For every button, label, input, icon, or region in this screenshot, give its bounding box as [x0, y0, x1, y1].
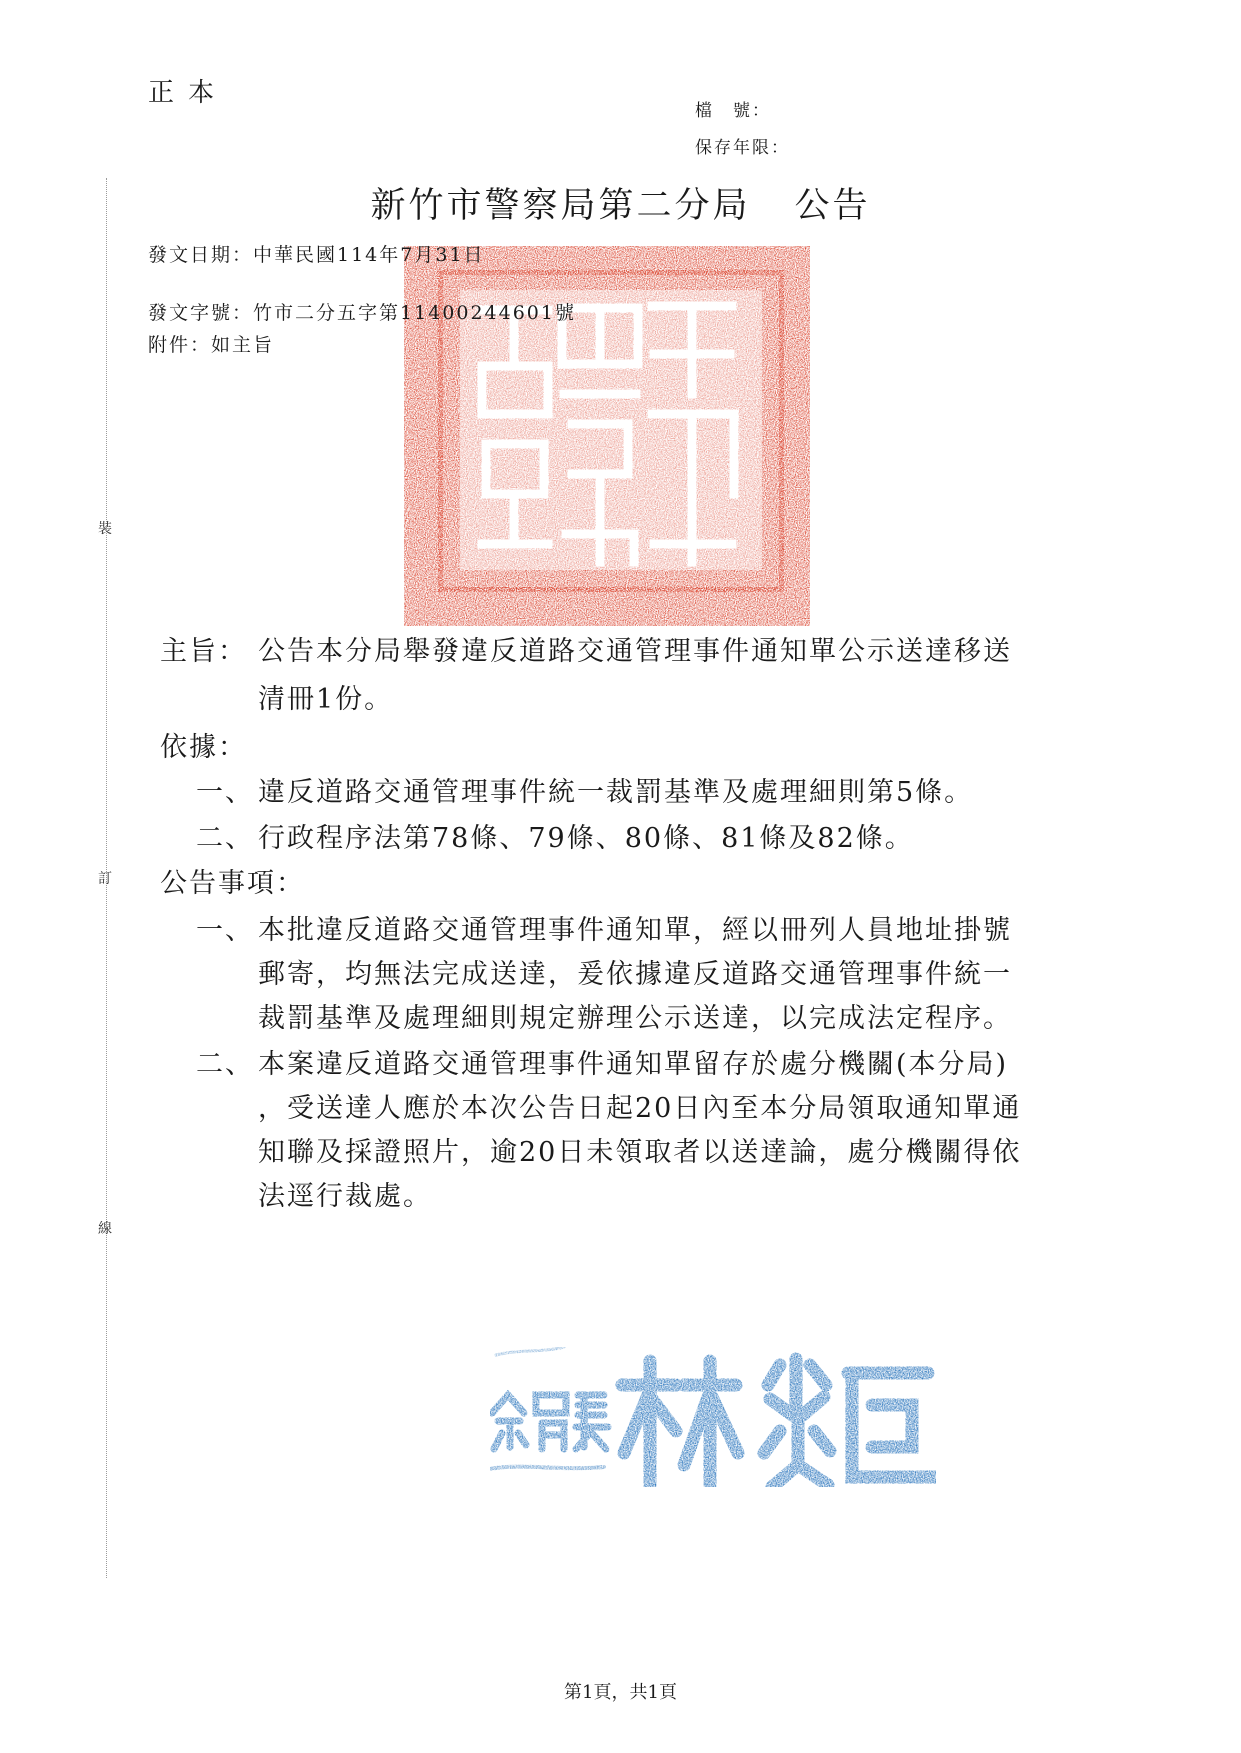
- file-number-label: 檔 號：: [695, 101, 771, 121]
- notice-item-2-line-2: ，受送達人應於本次公告日起20日內至本分局領取通知單通: [258, 1093, 1022, 1124]
- notice-label: 公告事項：: [160, 868, 305, 899]
- page-number: 第1頁，共1頁: [564, 1682, 677, 1703]
- basis-item-2-text: 行政程序法第78條、79條、80條、81條及82條。: [258, 823, 914, 854]
- notice-item-1-num: 一、: [196, 915, 254, 946]
- document-title: [0, 178, 1241, 228]
- agency-name: 新竹市警察局第二分局: [370, 186, 751, 226]
- document-type: 公告: [794, 186, 871, 226]
- copy-type-label: 正本: [148, 78, 229, 108]
- notice-item-1-line-1: 本批違反道路交通管理事件通知單，經以冊列人員地址掛號: [258, 915, 1012, 946]
- subject-line-1: 公告本分局舉發違反道路交通管理事件通知單公示送達移送: [258, 636, 1012, 667]
- notice-item-1-line-2: 郵寄，均無法完成送達，爰依據違反道路交通管理事件統一: [258, 959, 1012, 990]
- director-signature-stamp: [480, 1335, 950, 1505]
- basis-item-1-num: 一、: [196, 777, 254, 808]
- notice-item-2-line-1: 本案違反道路交通管理事件通知單留存於處分機關(本分局): [258, 1049, 1009, 1080]
- basis-item-1-text: 違反道路交通管理事件統一裁罰基準及處理細則第5條。: [258, 777, 974, 808]
- binding-mark-middle: 訂: [98, 871, 112, 887]
- attachment-note: 附件：如主旨: [148, 334, 275, 356]
- basis-label: 依據：: [160, 732, 247, 763]
- notice-item-2-num: 二、: [196, 1049, 254, 1080]
- notice-item-2-line-4: 法逕行裁處。: [258, 1181, 432, 1212]
- notice-item-1-line-3: 裁罰基準及處理細則規定辦理公示送達，以完成法定程序。: [258, 1003, 1012, 1034]
- document-number: 發文字號：竹市二分五字第11400244601號: [148, 302, 576, 324]
- notice-item-2-line-3: 知聯及採證照片，逾20日未領取者以送達論，處分機關得依: [258, 1137, 1022, 1168]
- retention-period-label: 保存年限：: [695, 138, 790, 158]
- basis-item-2-num: 二、: [196, 823, 254, 854]
- subject-label: 主旨：: [160, 636, 247, 667]
- issue-date: 發文日期：中華民國114年7月31日: [148, 244, 485, 266]
- binding-mark-top: 裝: [98, 521, 112, 537]
- binding-mark-bottom: 線: [98, 1221, 112, 1237]
- subject-line-2: 清冊1份。: [258, 684, 394, 715]
